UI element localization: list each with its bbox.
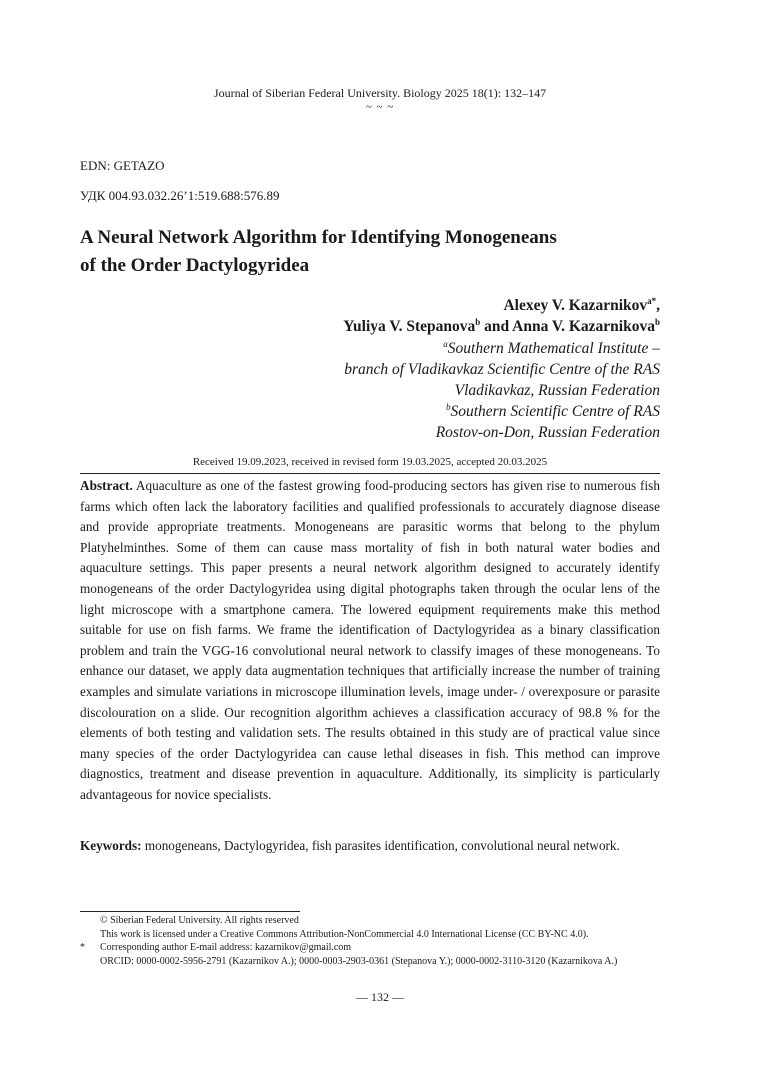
- abstract-divider: [80, 473, 660, 474]
- paper-title: [80, 224, 680, 280]
- license-note: This work is licensed under a Creative Commons Attribution-NonCommercial 4.0 International License (CC BY-NC 4.0).: [100, 928, 589, 940]
- received-dates: Received 19.09.2023, received in revised form 19.03.2025, accepted 20.03.2025: [192, 456, 548, 468]
- keywords-text: monogeneans, Dactylogyridea, fish parasites identification, convolutional neural network.: [141, 838, 620, 853]
- abstract-text: Aquaculture as one of the fastest growing food-producing sectors has given rise to numerous fish farms which often lack the laboratory facilities and qualified professionals to accurately diagnose disease and provide appropriate treatments. Monogeneans are parasitic worms that belong to the phylum Platyhelminthes. Some of them can cause mass mortality of fish in both natural water bodies and aquaculture settings. This paper presents a neural network algorithm designed to accurately identify monogeneans of the order Dactylogyridea using digital photographs taken through the ocular lens of the light microscope with a smartphone camera. The lowered equipment requirements make this method suitable for use on fish farms. We frame the identification of Dactylogyridea as a binary classification problem and train the VGG-16 convolutional neural network to classify images of these monogeneans. To enhance our dataset, we apply data augmentation techniques that artificially increase the number of training examples and simulate variations in microscope illumination levels, image under- / overexposure or parasite discolouration on a slide. Our recognition algorithm achieves a classification accuracy of 98.8 % for the elements of both testing and validation sets. The results obtained in this study are of practical value since many species of the order Dactylogyridea can cause lethal diseases in fish. This method can improve diagnostics, treatment and disease prevention in aquaculture. Additionally, its simplicity is particularly advantageous for novice specialists.: [80, 478, 660, 802]
- author-3-affil-mark: b: [654, 316, 660, 327]
- title-line-1: A Neural Network Algorithm for Identifying Monogeneans: [80, 227, 557, 248]
- author-1-name: Alexey V. Kazarnikov: [503, 297, 648, 314]
- affiliation-b-line-1: $^b$Southern Scientific Centre of RAS: [446, 401, 660, 420]
- author-separator: ,: [656, 297, 660, 314]
- affiliation-b-mark: b: [446, 401, 451, 412]
- abstract: [80, 476, 660, 806]
- author-1-affil-mark: a*: [647, 295, 657, 306]
- keywords: [80, 836, 660, 856]
- author-2-name: Yuliya V. Stepanova: [343, 318, 476, 335]
- header-ornament: ~ ~ ~: [365, 101, 395, 113]
- orcid-note: ORCID: 0000-0002-5956-2791 (Kazarnikov A.); 0000-0003-2903-0361 (Stepanova Y.); 0000-0002-3110-3120 (Kazarnikova A.): [100, 955, 618, 967]
- author-2-affil-mark: b: [475, 316, 481, 327]
- footnote-divider: [80, 911, 300, 912]
- affiliation-a-line-1: $^a$Southern Mathematical Institute –: [443, 338, 660, 357]
- copyright-note: © Siberian Federal University. All rights reserved: [100, 915, 299, 926]
- page-number: — 132 —: [356, 990, 404, 1004]
- footnotes: [80, 914, 660, 968]
- affiliation-b-line-2: Rostov-on-Don, Russian Federation: [435, 424, 660, 441]
- edn-code: EDN: GETAZO: [80, 158, 165, 173]
- title-line-2: of the Order Dactylogyridea: [80, 255, 310, 276]
- affiliation-list: [344, 338, 660, 443]
- author-line-2: [343, 316, 660, 337]
- keywords-label: Keywords:: [80, 838, 142, 853]
- author-and: and: [480, 318, 513, 335]
- affiliation-a-line-3: Vladikavkaz, Russian Federation: [454, 382, 660, 399]
- udk-code: УДК 004.93.032.26’1:519.688:576.89: [80, 188, 280, 203]
- abstract-label: Abstract.: [80, 478, 133, 493]
- affiliation-a-line-2: branch of Vladikavkaz Scientific Centre of the RAS: [344, 361, 660, 378]
- corresponding-asterisk: *: [80, 942, 85, 953]
- affiliation-a-mark: a: [443, 338, 448, 349]
- author-line-1: [343, 295, 660, 316]
- journal-header: Journal of Siberian Federal University. Biology 2025 18(1): 132–147: [213, 86, 547, 100]
- corresponding-author-note: Corresponding author E-mail address: kazarnikov@gmail.com: [100, 942, 352, 953]
- author-list: [343, 295, 660, 337]
- author-3-name: Anna V. Kazarnikova: [512, 318, 655, 335]
